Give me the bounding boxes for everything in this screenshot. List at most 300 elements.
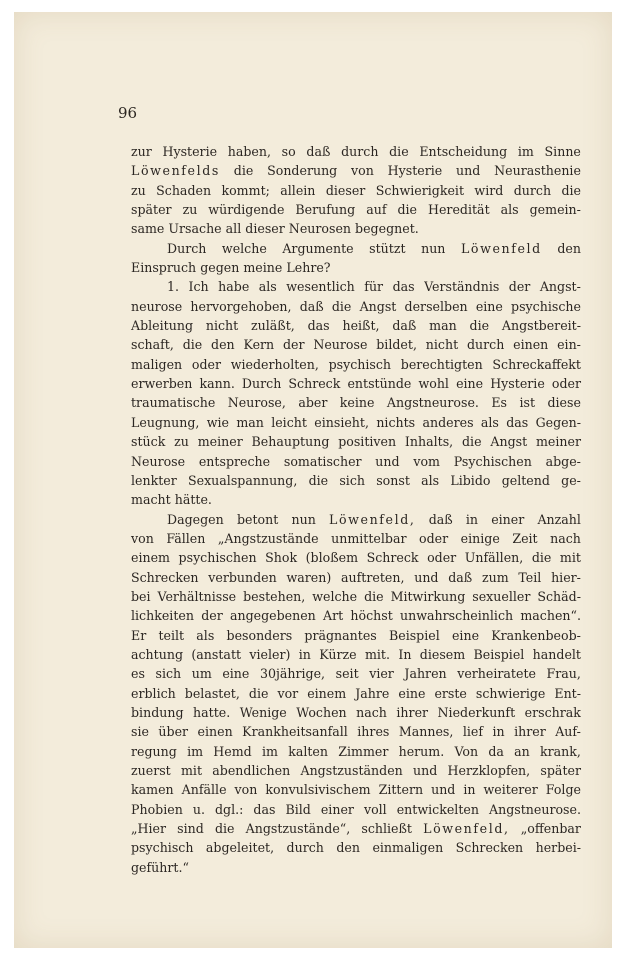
word: in — [463, 782, 476, 798]
word: Angstneurose. — [488, 801, 581, 817]
text-line — [131, 510, 581, 529]
text-line — [131, 277, 581, 296]
word: zur — [131, 144, 152, 159]
word: und — [456, 163, 481, 179]
word: Heredität — [428, 202, 490, 218]
word: als — [480, 414, 499, 430]
word: Frau, — [546, 666, 581, 682]
word: begegnet. — [355, 221, 419, 237]
word: die — [214, 821, 235, 837]
word: nach — [356, 704, 387, 720]
word: meiner — [535, 434, 581, 450]
word: als — [500, 202, 519, 218]
word: Schreckaffekt — [492, 356, 581, 372]
word: kamen — [131, 782, 174, 798]
word: und — [414, 569, 439, 585]
word: unwahrscheinlich — [400, 608, 514, 624]
word: von — [234, 782, 258, 798]
word: nach — [550, 530, 581, 546]
text-line — [131, 452, 581, 471]
word: höchst — [350, 608, 393, 624]
word: später — [131, 202, 172, 218]
word: Dagegen — [167, 511, 224, 527]
text-line — [131, 780, 581, 799]
text-line — [131, 529, 581, 548]
word: die — [364, 588, 384, 604]
word: welche — [221, 240, 267, 256]
word: mit. — [364, 646, 390, 662]
word: Er — [131, 627, 147, 643]
word: „Angstzustände — [217, 530, 319, 546]
word: als — [258, 279, 277, 295]
word: bestehen, — [243, 588, 306, 604]
word: den — [557, 240, 581, 256]
word: Niederkunft — [437, 704, 516, 720]
word: daß — [448, 569, 473, 585]
word: Auf- — [555, 724, 581, 740]
word: besonders — [226, 627, 293, 643]
word: einsieht, — [314, 414, 369, 430]
word: Fällen — [166, 530, 206, 546]
text-line — [131, 626, 581, 645]
word: konvulsivischem — [265, 782, 371, 798]
page-number: 96 — [118, 104, 138, 122]
word: Ursache — [168, 221, 222, 237]
word: somatischer — [283, 453, 362, 469]
word: oder — [551, 376, 581, 392]
word: schaft, — [131, 337, 174, 353]
word: der — [201, 608, 223, 624]
word: waren) — [286, 569, 332, 585]
word: einmaligen — [372, 840, 444, 856]
word: nun — [421, 240, 446, 256]
word: angegebenen — [229, 608, 316, 624]
word: die — [561, 182, 581, 198]
word: das — [506, 414, 529, 430]
word: auf — [366, 202, 387, 218]
word: wohl — [418, 376, 449, 392]
word: Schreck — [288, 376, 341, 392]
word: sonst — [376, 472, 410, 488]
word: sexueller — [472, 588, 531, 604]
word: Neurasthenie — [494, 163, 581, 179]
word: Schrecken — [131, 569, 199, 585]
spaced-name: Löwenfeld — [460, 240, 542, 256]
spaced-name: Löwenfelds — [131, 163, 220, 179]
word: in — [465, 511, 478, 527]
word: einer — [320, 801, 354, 817]
word: traumatische — [131, 395, 216, 411]
body-text — [131, 142, 581, 877]
word: Folge — [545, 782, 581, 798]
word: abge- — [545, 453, 581, 469]
text-line — [131, 297, 581, 316]
word: Neurosen — [288, 221, 352, 237]
word: Hysterie — [490, 376, 545, 392]
word: zum — [481, 569, 509, 585]
word: herbei- — [535, 840, 581, 856]
text-line — [131, 413, 581, 432]
word: einer — [491, 511, 525, 527]
word: Lehre? — [286, 260, 331, 276]
text-line — [131, 200, 581, 219]
word: belastet, — [184, 685, 240, 701]
word: dieser — [325, 182, 366, 198]
word: „Hier — [131, 821, 167, 837]
word: die — [397, 202, 418, 218]
word: und — [375, 453, 400, 469]
text-line — [131, 838, 581, 857]
text-line — [131, 219, 581, 238]
word: seit — [335, 666, 359, 682]
word: daß — [299, 298, 324, 314]
word: (bloßem — [305, 550, 359, 566]
word: einen — [513, 337, 549, 353]
word: positiven — [338, 434, 397, 450]
word: maligen — [131, 356, 183, 372]
word: auftreten, — [341, 569, 405, 585]
word: 1. — [167, 279, 180, 295]
word: Jahre — [355, 685, 390, 701]
text-line — [131, 355, 581, 374]
word: Ich — [188, 279, 209, 295]
word: die — [469, 318, 490, 334]
word: dieser — [245, 221, 285, 237]
word: Herzklopfen, — [447, 763, 531, 778]
word: geltend — [501, 472, 550, 488]
word: bindung — [131, 704, 184, 720]
word: Schäd- — [537, 588, 581, 604]
word: erwerben — [131, 376, 193, 392]
word: und — [413, 763, 438, 778]
word: einen — [197, 724, 233, 740]
word: unmittelbar — [331, 530, 407, 546]
word: im — [187, 743, 204, 759]
word: ihrer — [514, 724, 546, 740]
word: später — [540, 763, 581, 778]
word: Teil — [518, 569, 542, 585]
word: wird — [474, 182, 504, 198]
word: Von — [454, 743, 479, 759]
text-line — [131, 258, 581, 277]
word: Schreck — [366, 550, 419, 566]
word: vier — [369, 666, 394, 682]
word: Schrecken — [455, 840, 524, 856]
word: psychischen — [178, 550, 257, 566]
word: ihres — [357, 724, 390, 740]
word: es — [131, 666, 145, 682]
word: hatte. — [193, 704, 231, 720]
word: Neurose, — [227, 395, 286, 411]
word: entspreche — [198, 453, 271, 469]
word: mit — [559, 550, 581, 566]
word: würdigende — [208, 202, 285, 218]
word: um — [191, 666, 212, 682]
word: den — [336, 840, 360, 856]
text-line — [131, 761, 581, 780]
word: nicht — [205, 318, 239, 334]
word: 30jährige, — [259, 666, 326, 682]
word: Verständnis — [424, 279, 500, 295]
word: in — [492, 724, 505, 740]
word: leicht — [271, 414, 307, 430]
text-line — [131, 587, 581, 606]
spaced-name: Löwenfeld, — [423, 821, 510, 837]
word: in — [298, 646, 311, 662]
word: entstünde — [347, 376, 412, 392]
word: abgeleitet, — [205, 840, 275, 856]
word: psychische — [511, 298, 581, 314]
word: die — [308, 472, 329, 488]
word: neurose — [131, 298, 183, 314]
word: prägnantes — [304, 627, 377, 643]
word: stück — [131, 434, 166, 450]
word: diesem — [419, 646, 466, 662]
word: betont — [236, 511, 279, 527]
word: aber — [298, 395, 328, 411]
word: lichkeiten — [131, 608, 194, 624]
word: Hysterie — [162, 144, 218, 159]
word: gemein- — [529, 202, 581, 218]
word: Neurose — [313, 337, 368, 353]
word: die — [531, 550, 552, 566]
text-line — [131, 393, 581, 412]
word: wiederholten, — [230, 356, 319, 372]
word: Bild — [285, 801, 311, 817]
word: Beispiel — [473, 646, 525, 662]
word: Hemd — [213, 743, 252, 759]
word: lenkter — [131, 472, 177, 488]
word: Angstbereit- — [501, 318, 581, 334]
word: zuläßt, — [251, 318, 295, 334]
word: von — [131, 530, 154, 546]
word: über — [158, 724, 189, 740]
word: bildet, — [376, 337, 417, 353]
text-line — [131, 490, 581, 509]
word: psychisch — [328, 356, 392, 372]
word: an — [514, 743, 530, 759]
word: durch — [341, 144, 379, 159]
word: regung — [131, 743, 177, 759]
text-line — [131, 645, 581, 664]
word: „offenbar — [520, 821, 581, 837]
word: welche — [312, 588, 358, 604]
word: durch — [513, 182, 552, 198]
text-line — [131, 568, 581, 587]
word: der — [282, 337, 305, 353]
word: die — [182, 337, 203, 353]
word: wesentlich — [286, 279, 355, 295]
word: nun — [291, 511, 316, 527]
word: einige — [460, 530, 500, 546]
word: Entscheidung — [419, 144, 508, 159]
word: achtung — [131, 646, 184, 662]
word: ge- — [561, 472, 581, 488]
word: als — [421, 472, 440, 488]
word: Sonderung — [267, 163, 338, 179]
text-line — [131, 374, 581, 393]
word: ihrer — [396, 704, 429, 720]
word: lief — [462, 724, 484, 740]
word: verbunden — [208, 569, 277, 585]
word: Sexualspannung, — [187, 472, 298, 488]
word: durch — [286, 840, 324, 856]
word: die — [331, 298, 352, 314]
word: all — [225, 221, 242, 237]
word: Mitwirkung — [390, 588, 466, 604]
word: Phobien — [131, 801, 183, 817]
word: meiner — [197, 434, 243, 450]
word: meine — [243, 260, 283, 276]
word: Schaden — [156, 182, 212, 198]
text-line — [131, 161, 581, 180]
text-line — [131, 800, 581, 819]
word: kommt; — [221, 182, 270, 198]
word: oder — [191, 356, 221, 372]
word: Behauptung — [251, 434, 330, 450]
word: vieler) — [249, 646, 291, 662]
text-line — [131, 703, 581, 722]
word: daß — [428, 511, 453, 527]
word: erste — [434, 685, 467, 701]
word: mit — [180, 763, 203, 778]
word: Es — [491, 395, 508, 411]
word: u. — [192, 801, 205, 817]
word: und — [431, 782, 456, 798]
word: vom — [413, 453, 440, 469]
word: Gegen- — [535, 414, 581, 430]
word: hervorgehoben, — [190, 298, 292, 314]
word: so — [281, 144, 296, 159]
word: geführt.“ — [131, 859, 189, 875]
text-line — [131, 722, 581, 741]
word: Ent- — [554, 685, 581, 701]
word: handelt — [532, 646, 581, 662]
word: haben, — [227, 144, 271, 159]
text-line — [131, 316, 581, 335]
word: Leugnung, — [131, 414, 200, 430]
word: Libido — [450, 472, 491, 488]
word: das — [307, 318, 330, 334]
word: im — [517, 144, 534, 159]
word: zu — [174, 434, 189, 450]
word: stützt — [369, 240, 406, 256]
word: In — [398, 646, 412, 662]
word: Anfälle — [181, 782, 227, 798]
word: Krankenbeob- — [491, 627, 581, 643]
text-line — [131, 181, 581, 200]
word: Wochen — [296, 704, 347, 720]
word: Zittern — [378, 782, 424, 798]
word: Anzahl — [537, 511, 581, 527]
word: ein- — [557, 337, 581, 353]
word: Mannes, — [398, 724, 454, 740]
word: habe — [218, 279, 250, 295]
word: hier- — [551, 569, 581, 585]
word: krank, — [540, 743, 581, 759]
text-line — [131, 684, 581, 703]
word: nicht — [425, 337, 459, 353]
word: Berufung — [295, 202, 356, 218]
word: der — [508, 279, 531, 295]
word: die — [248, 685, 269, 701]
word: Angstzustände“, — [245, 821, 351, 837]
word: entwickelten — [396, 801, 479, 817]
word: zuerst — [131, 763, 171, 778]
word: ist — [519, 395, 536, 411]
word: nichts — [376, 414, 416, 430]
word: bei — [131, 588, 151, 604]
word: einem — [307, 685, 347, 701]
word: verheiratete — [457, 666, 536, 682]
word: Krankheitsanfall — [242, 724, 348, 740]
word: voll — [363, 801, 387, 817]
word: Kern — [243, 337, 275, 353]
word: Zeit — [512, 530, 538, 546]
word: Inhalts, — [404, 434, 454, 450]
text-line — [131, 335, 581, 354]
text-line — [131, 239, 581, 258]
word: vor — [277, 685, 299, 701]
word: keine — [339, 395, 375, 411]
word: Ableitung — [131, 318, 194, 334]
word: sich — [155, 666, 182, 682]
text-line — [131, 432, 581, 451]
word: Beispiel — [388, 627, 440, 643]
word: oder — [427, 550, 457, 566]
word: oder — [419, 530, 449, 546]
text-line — [131, 858, 581, 877]
word: Shok — [265, 550, 298, 566]
word: anderes — [422, 414, 474, 430]
text-line — [131, 742, 581, 761]
word: Unfällen, — [464, 550, 524, 566]
word: kalten — [288, 743, 328, 759]
word: schließt — [361, 821, 412, 837]
word: im — [261, 743, 278, 759]
word: same — [131, 221, 165, 237]
word: das — [392, 279, 415, 295]
word: heißt, — [342, 318, 380, 334]
word: von — [351, 163, 374, 179]
word: Wenige — [239, 704, 287, 720]
word: macht — [131, 492, 171, 508]
word: erschrak — [524, 704, 581, 720]
word: schwierige — [475, 685, 546, 701]
word: Hysterie — [387, 163, 443, 179]
word: allein — [280, 182, 316, 198]
word: Angst — [490, 434, 528, 450]
word: Zimmer — [338, 743, 389, 759]
word: eine — [222, 666, 250, 682]
word: daß — [392, 318, 417, 334]
spaced-name: Löwenfeld, — [329, 511, 416, 527]
word: derselben — [404, 298, 468, 314]
word: berechtigten — [400, 356, 483, 372]
word: das — [253, 801, 276, 817]
word: die — [462, 434, 482, 450]
word: sich — [339, 472, 365, 488]
word: eine — [451, 627, 480, 643]
word: dgl.: — [214, 801, 244, 817]
word: weiterer — [483, 782, 538, 798]
word: hätte. — [174, 492, 212, 508]
word: daß — [306, 144, 331, 159]
word: teilt — [158, 627, 185, 643]
word: eine — [398, 685, 426, 701]
word: Art — [323, 608, 344, 624]
word: durch — [466, 337, 505, 353]
